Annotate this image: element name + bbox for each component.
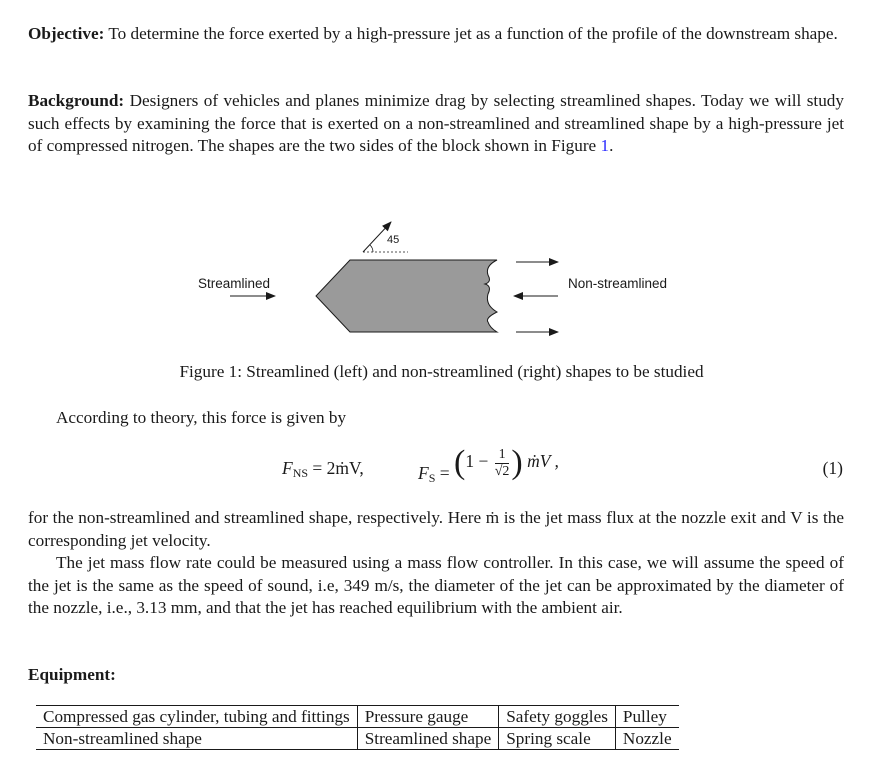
figure-1 <box>180 210 700 340</box>
non-streamlined-label: Non-streamlined <box>568 276 668 291</box>
eq-s-tail: ṁV , <box>527 451 559 472</box>
background-label: Background: <box>28 91 125 110</box>
background-paragraph <box>28 90 844 158</box>
paragraph-flow-rate <box>28 552 844 620</box>
equipment-table <box>36 705 679 750</box>
eq-ns-force: F <box>282 458 293 478</box>
angle-arc <box>370 245 373 252</box>
test-block <box>316 260 497 332</box>
objective-label: Objective: <box>28 24 105 43</box>
eq-s-equals: = <box>435 463 455 484</box>
equation-streamlined <box>418 444 559 486</box>
paragraph-after-equation: for the non-streamlined and streamlined shape, respectively. Here ṁ is the jet mass flux at the nozzle exit and V is the corresponding jet velocity. <box>28 508 844 550</box>
table-cell: Pulley <box>615 706 678 728</box>
eq-one-minus: 1 − <box>465 451 493 472</box>
equation-non-streamlined <box>282 458 364 481</box>
flow-rate-text: The jet mass flow rate could be measured using a mass flow controller. In this case, we will assume the speed of the jet is the same as the speed of sound, i.e, 349 m/s, the diameter of the jet can be approximated by the diameter of the nozzle, i.e., 3.13 mm, and that the jet has reached equilibrium with the ambient air. <box>28 553 844 617</box>
eq-ns-subscript: NS <box>292 466 309 480</box>
equation-1 <box>0 446 883 496</box>
eq-s-force: F <box>418 463 429 484</box>
figure-diagram <box>180 210 700 340</box>
table-cell: Safety goggles <box>499 706 616 728</box>
eq-right-paren: ) <box>511 444 523 481</box>
table-row <box>36 706 679 728</box>
angle-label: 45 <box>387 234 400 246</box>
streamlined-label: Streamlined <box>198 276 271 291</box>
table-cell: Pressure gauge <box>357 706 498 728</box>
table-row <box>36 728 679 750</box>
table-cell: Nozzle <box>615 728 678 750</box>
table-cell: Streamlined shape <box>357 728 498 750</box>
table-cell: Non-streamlined shape <box>36 728 357 750</box>
figure-reference-link[interactable]: 1 <box>600 136 610 155</box>
equation-number: (1) <box>822 458 843 478</box>
background-text: Designers of vehicles and planes minimize drag by selecting streamlined shapes. Today we will study such effects by examining the force that is exerted on a non-streamlined and streamlined shape by a high-pressure jet of compressed nitrogen. The shapes are the two sides of the block shown in Figure <box>28 91 844 155</box>
eq-left-paren: ( <box>454 444 466 481</box>
eq-frac-denominator: √2 <box>494 463 510 479</box>
eq-fraction <box>495 447 510 480</box>
theory-intro: According to theory, this force is given by <box>56 408 347 427</box>
figure-caption: Figure 1: Streamlined (left) and non-streamlined (right) shapes to be studied <box>179 362 704 381</box>
objective-text: To determine the force exerted by a high-pressure jet as a function of the profile of the downstream shape. <box>108 24 838 43</box>
eq-s-subscript: S <box>428 471 436 486</box>
eq-frac-numerator: 1 <box>495 447 510 464</box>
background-end: . <box>609 136 614 155</box>
eq-ns-rhs: = 2ṁV, <box>308 458 364 478</box>
table-cell: Compressed gas cylinder, tubing and fittings <box>36 706 357 728</box>
equipment-title: Equipment: <box>28 665 116 684</box>
table-cell: Spring scale <box>499 728 616 750</box>
objective-paragraph <box>28 23 844 46</box>
